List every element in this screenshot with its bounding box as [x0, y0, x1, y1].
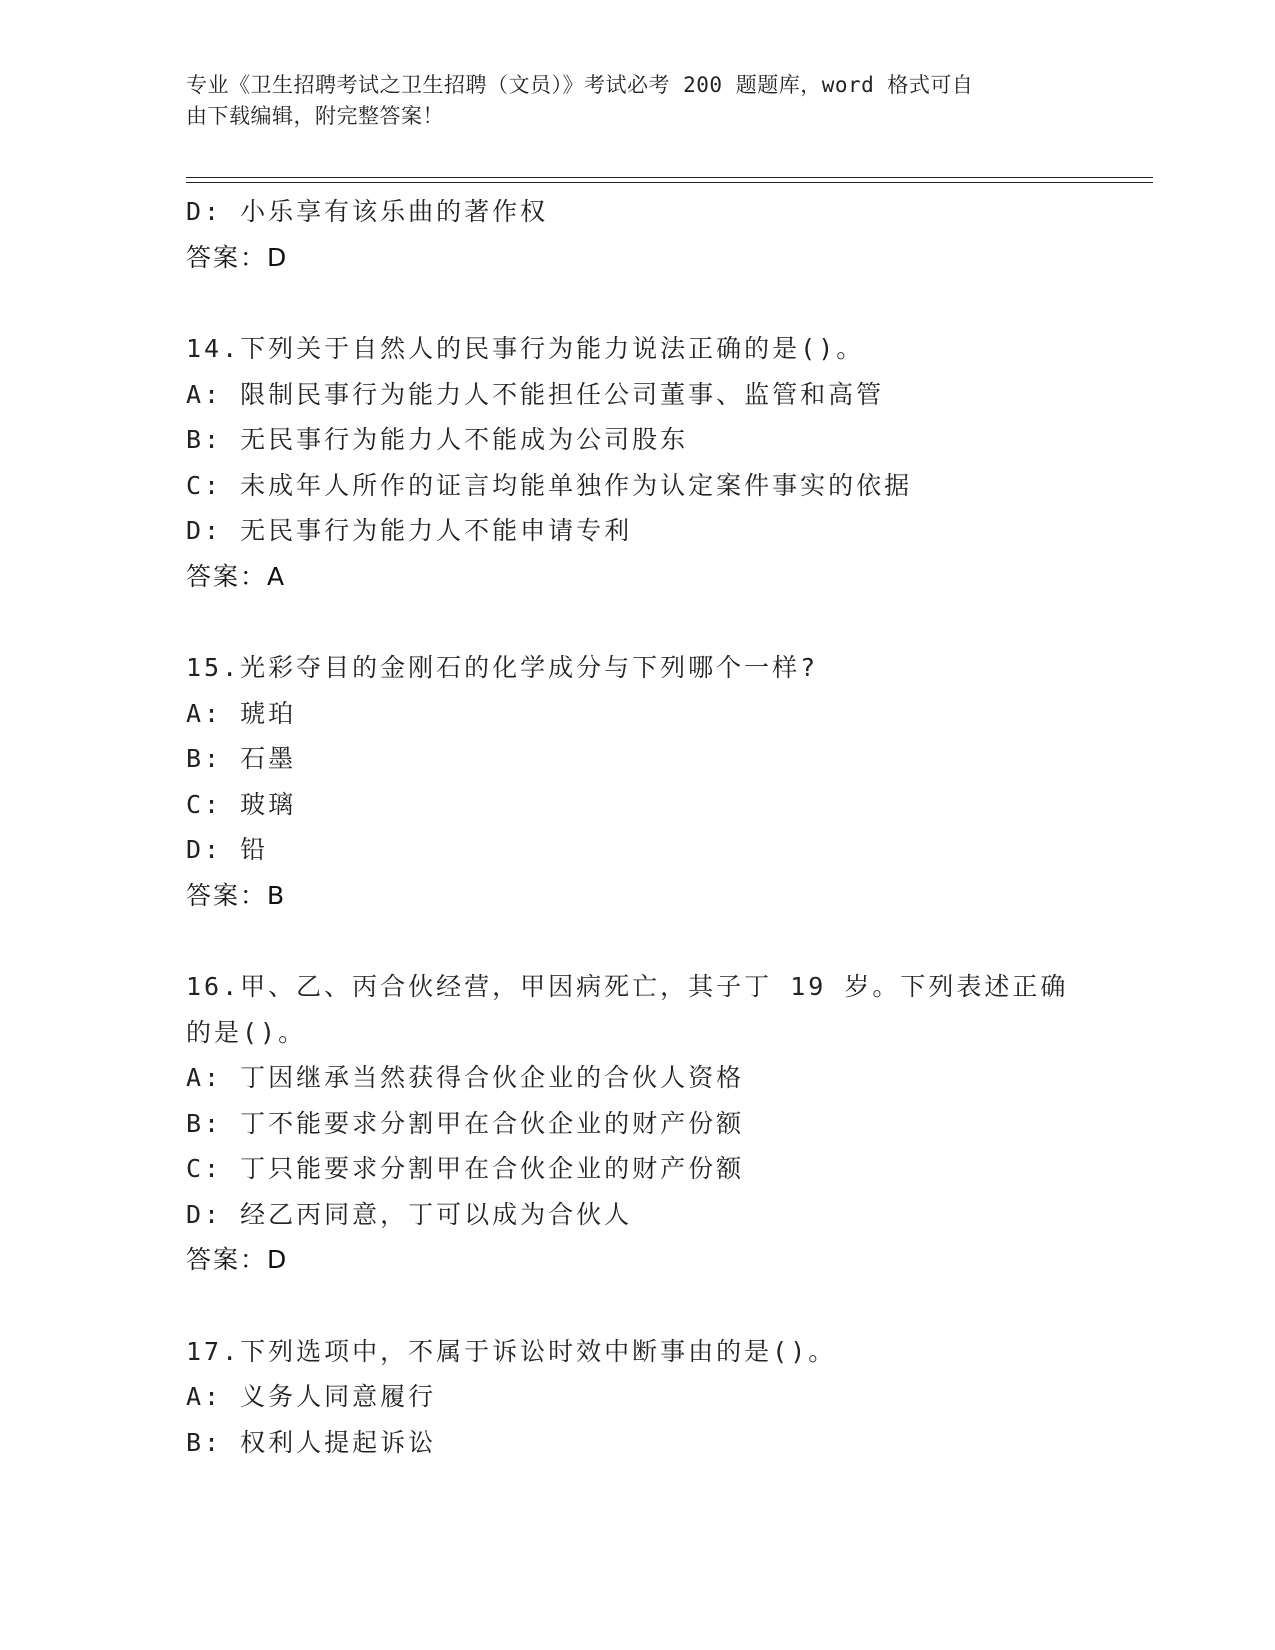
header-line-1: 专业《卫生招聘考试之卫生招聘（文员）》考试必考 200 题题库，word 格式可自: [186, 73, 974, 97]
question-stem-line-2: 的是()。: [186, 1017, 307, 1047]
option-c: C: 未成年人所作的证言均能单独作为认定案件事实的依据: [186, 470, 913, 500]
question-14: [186, 326, 1126, 599]
option-d: D: 小乐享有该乐曲的著作权: [186, 197, 549, 226]
question-17: [186, 1329, 1126, 1466]
option-c: C: 丁只能要求分割甲在合伙企业的财产份额: [186, 1154, 745, 1183]
option-a: A: 义务人同意履行: [186, 1382, 437, 1411]
option-d: D: 无民事行为能力人不能申请专利: [186, 516, 633, 545]
answer: 答案：D: [186, 1245, 289, 1274]
spacer: [186, 280, 1126, 326]
question-stem: 14.下列关于自然人的民事行为能力说法正确的是()。: [186, 334, 865, 363]
option-a: A: 限制民事行为能力人不能担任公司董事、监管和高管: [186, 379, 885, 409]
spacer: [186, 918, 1126, 964]
spacer: [186, 1283, 1126, 1329]
question-stem: 17.下列选项中，不属于诉讼时效中断事由的是()。: [186, 1336, 837, 1366]
answer: 答案：D: [186, 242, 289, 272]
question-15: [186, 645, 1126, 918]
document-header: [186, 70, 1086, 132]
header-rule-top: [186, 177, 1153, 178]
header-rule-bottom: [186, 182, 1153, 183]
option-c: C: 玻璃: [186, 789, 297, 819]
answer: 答案：A: [186, 561, 287, 591]
option-d: D: 经乙丙同意，丁可以成为合伙人: [186, 1199, 633, 1229]
spacer: [186, 599, 1126, 645]
option-a: A: 丁因继承当然获得合伙企业的合伙人资格: [186, 1063, 745, 1092]
previous-question-tail: [186, 189, 1126, 280]
question-stem-line-1: 16.甲、乙、丙合伙经营，甲因病死亡，其子丁 19 岁。下列表述正确: [186, 972, 1069, 1001]
option-b: B: 无民事行为能力人不能成为公司股东: [186, 425, 689, 454]
option-d: D: 铅: [186, 835, 269, 864]
question-stem: 15.光彩夺目的金刚石的化学成分与下列哪个一样?: [186, 653, 819, 682]
questions-content: [186, 189, 1126, 1465]
question-16: [186, 964, 1126, 1283]
option-a: A: 琥珀: [186, 698, 297, 728]
option-b: B: 石墨: [186, 744, 297, 773]
option-b: B: 权利人提起诉讼: [186, 1427, 437, 1457]
header-line-2: 由下载编辑，附完整答案！: [186, 104, 444, 128]
answer: 答案：B: [186, 880, 287, 910]
option-b: B: 丁不能要求分割甲在合伙企业的财产份额: [186, 1108, 745, 1138]
